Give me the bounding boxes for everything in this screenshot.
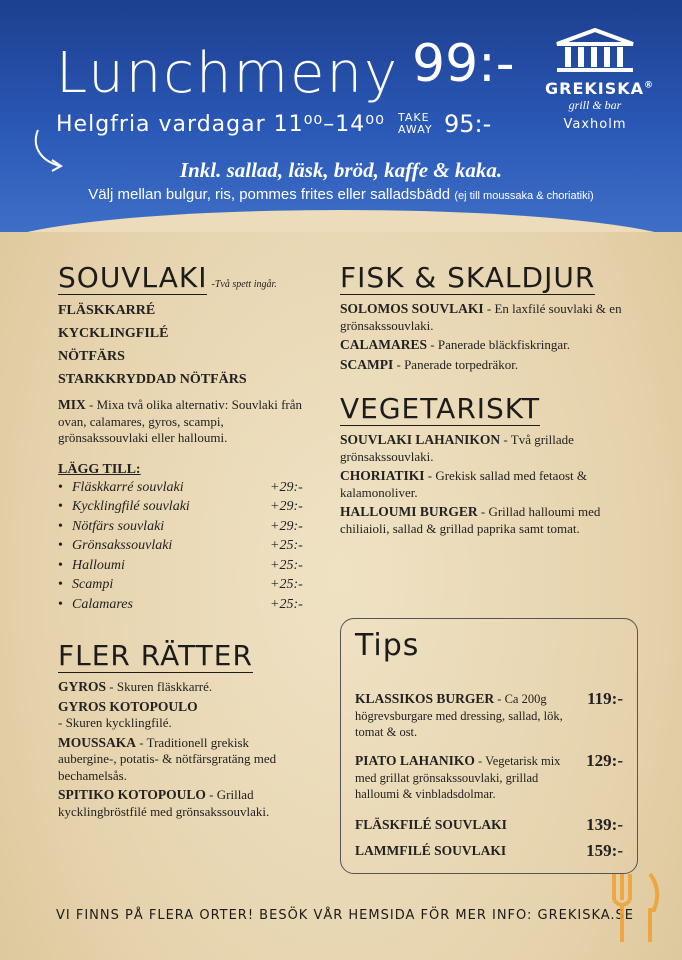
veg-heading [340, 393, 640, 426]
fler-title: FLER RÄTTER [58, 639, 253, 673]
tip-item [355, 691, 623, 744]
addon-item: • Calamares +25:- [58, 595, 310, 615]
fler-item-name: MOUSSAKA [58, 734, 137, 750]
fler-item-desc: - Grillad kycklingbröstfilé med grönsakssouvlaki. [58, 787, 270, 819]
fler-item-name: GYROS [58, 679, 107, 695]
addon-item: • Nötfärs souvlaki +29:- [58, 517, 310, 537]
souvlaki-item: STARKKRYDDAD NÖTFÄRS [58, 372, 247, 388]
lunch-price: 99:- [412, 34, 515, 94]
addon-price: +29:- [270, 499, 303, 515]
footer-text: VI FINNS PÅ FLERA ORTER! BESÖK VÅR HEMSIDA FÖR MER INFO: GREKISKA.SE [56, 908, 635, 923]
souvlaki-title: SOUVLAKI [58, 261, 208, 294]
addon-price: +25:- [270, 557, 303, 573]
menu-title: Lunchmeny [56, 41, 400, 106]
addon-price: +29:- [270, 518, 303, 534]
fler-item [58, 699, 310, 732]
veg-item [340, 504, 640, 537]
veg-item-desc: - Grekisk sallad med fetaost & kalamonoliver. [340, 468, 587, 500]
addon-list [58, 478, 310, 615]
menu-hours: Helgfria vardagar 11⁰⁰–14⁰⁰ [56, 112, 385, 137]
tip-item-text [355, 691, 623, 741]
veg-list [340, 432, 640, 537]
tip-item [355, 753, 623, 806]
mix-name: MIX [58, 397, 86, 413]
tips-box [340, 618, 638, 874]
fler-item [58, 679, 310, 696]
tip-item-desc: - Ca 200g högrevsburgare med dressing, sallad, lök, tomat & ost. [355, 692, 563, 739]
souvlaki-list [58, 299, 310, 391]
fler-item-desc: - Skuren fläskkarré. [106, 679, 213, 695]
tip-item-desc: - Vegetarisk mix med grillat grönsakssouvlaki, grillad halloumi & vinbladsdolmar. [355, 754, 561, 801]
veg-item [340, 468, 640, 501]
souvlaki-heading [58, 262, 310, 295]
fisk-item [340, 357, 640, 374]
tip-item-name: LAMMFILÉ SOUVLAKI [355, 843, 507, 858]
fork-knife-icon [604, 870, 668, 946]
fler-item-desc: - Skuren kycklingfilé. [58, 715, 172, 731]
veg-item-desc: - Grillad halloumi med chiliaioli, sallad & grillad paprika samt tomat. [340, 504, 601, 536]
fisk-item-desc: - En laxfilé souvlaki & en grönsakssouvlaki. [340, 301, 622, 333]
fisk-item-desc: - Panerade bläckfiskringar. [427, 337, 570, 353]
logo-tagline: grill & bar [568, 98, 622, 112]
right-column [340, 262, 640, 540]
veg-item-name: HALLOUMI BURGER [340, 504, 478, 520]
tip-item-text [355, 843, 623, 860]
tip-item-text [355, 753, 623, 803]
fisk-list [340, 301, 640, 373]
addon-price: +25:- [270, 577, 303, 593]
tips-title: Tips [355, 628, 420, 663]
addon-item: • Kycklingfilé souvlaki +29:- [58, 497, 310, 517]
addon-name: Halloumi [72, 557, 125, 573]
choose-side-note: (ej till moussaka & choriatiki) [454, 190, 594, 202]
souvlaki-item: NÖTFÄRS [58, 349, 125, 365]
tip-item-name: FLÄSKFILÉ SOUVLAKI [355, 817, 507, 832]
addon-name: Nötfärs souvlaki [72, 518, 165, 534]
logo-brand-text: GREKISKA [545, 79, 645, 98]
takeaway-price: 95:- [444, 110, 492, 138]
tip-item-text [355, 817, 623, 834]
logo [545, 28, 655, 132]
addon-price: +29:- [270, 479, 303, 495]
left-column [58, 262, 310, 823]
logo-town: Vaxholm [563, 117, 627, 132]
logo-registered-mark: ® [644, 80, 655, 91]
fler-list [58, 679, 310, 820]
addon-name: Grönsakssouvlaki [72, 538, 173, 554]
addon-item: • Grönsakssouvlaki +25:- [58, 536, 310, 556]
fler-item-name: GYROS KOTOPOULO [58, 698, 198, 714]
veg-item [340, 432, 640, 465]
choose-side-text [0, 186, 682, 203]
mix-text: - Mixa två olika alternativ: Souvlaki från ovan, calamares, gyros, scampi, grönsakssouvlaki eller halloumi. [58, 397, 302, 446]
fler-item [58, 787, 310, 820]
veg-title: VEGETARISKT [340, 392, 541, 426]
included-text: Inkl. sallad, läsk, bröd, kaffe & kaka. [179, 158, 503, 182]
choose-side-main: Välj mellan bulgur, ris, pommes frites eller salladsbädd [88, 186, 451, 203]
addon-item: • Halloumi +25:- [58, 556, 310, 576]
fisk-item-name: SCAMPI [340, 356, 394, 372]
takeaway-label-line2: AWAY [398, 123, 433, 136]
veg-item-name: CHORIATIKI [340, 468, 425, 484]
fler-item-desc: - Traditionell grekisk aubergine-, potatis- & nötfärsgratäng med bechamelsås. [58, 734, 277, 783]
tip-item-name: KLASSIKOS BURGER [355, 691, 495, 706]
fisk-item-name: SOLOMOS SOUVLAKI [340, 301, 484, 317]
souvlaki-note: -Två spett ingår. [211, 279, 277, 290]
addon-name: Calamares [72, 596, 133, 612]
addon-name: Fläskkarré souvlaki [72, 479, 184, 495]
tip-item-price: 139:- [586, 815, 623, 834]
tip-item-price: 119:- [587, 689, 623, 708]
souvlaki-item: FLÄSKKARRÉ [58, 303, 156, 319]
takeaway-label-line1: TAKE [398, 111, 430, 124]
fler-heading [58, 640, 310, 673]
fisk-item-name: CALAMARES [340, 337, 428, 353]
fisk-item [340, 301, 640, 334]
addon-price: +25:- [270, 596, 303, 612]
fisk-item-desc: - Panerade torpedräkor. [393, 356, 519, 372]
addon-name: Scampi [72, 577, 114, 593]
souvlaki-item: KYCKLINGFILÉ [58, 326, 169, 342]
tip-item [355, 843, 623, 863]
veg-item-desc: - Två grillade grönsakssouvlaki. [340, 432, 574, 464]
veg-item-name: SOUVLAKI LAHANIKON [340, 432, 501, 448]
header-wave [0, 210, 682, 232]
mix-description [58, 397, 310, 447]
fisk-heading [340, 262, 640, 295]
temple-icon [553, 28, 637, 72]
logo-brand [545, 79, 655, 98]
fler-item-name: SPITIKO KOTOPOULO [58, 787, 206, 803]
fler-item [58, 735, 310, 785]
addon-item: • Fläskkarré souvlaki +29:- [58, 478, 310, 498]
addon-title: LÄGG TILL: [58, 461, 141, 477]
addon-price: +25:- [270, 538, 303, 554]
addon-name: Kycklingfilé souvlaki [72, 499, 190, 515]
addon-item: • Scampi +25:- [58, 575, 310, 595]
tip-item [355, 817, 623, 837]
fisk-title: FISK & SKALDJUR [340, 261, 596, 294]
tip-item-price: 159:- [586, 841, 623, 860]
fisk-item [340, 337, 640, 354]
tip-item-name: PIATO LAHANIKO [355, 753, 475, 768]
tip-item-price: 129:- [586, 751, 623, 770]
takeaway-label [398, 112, 433, 136]
